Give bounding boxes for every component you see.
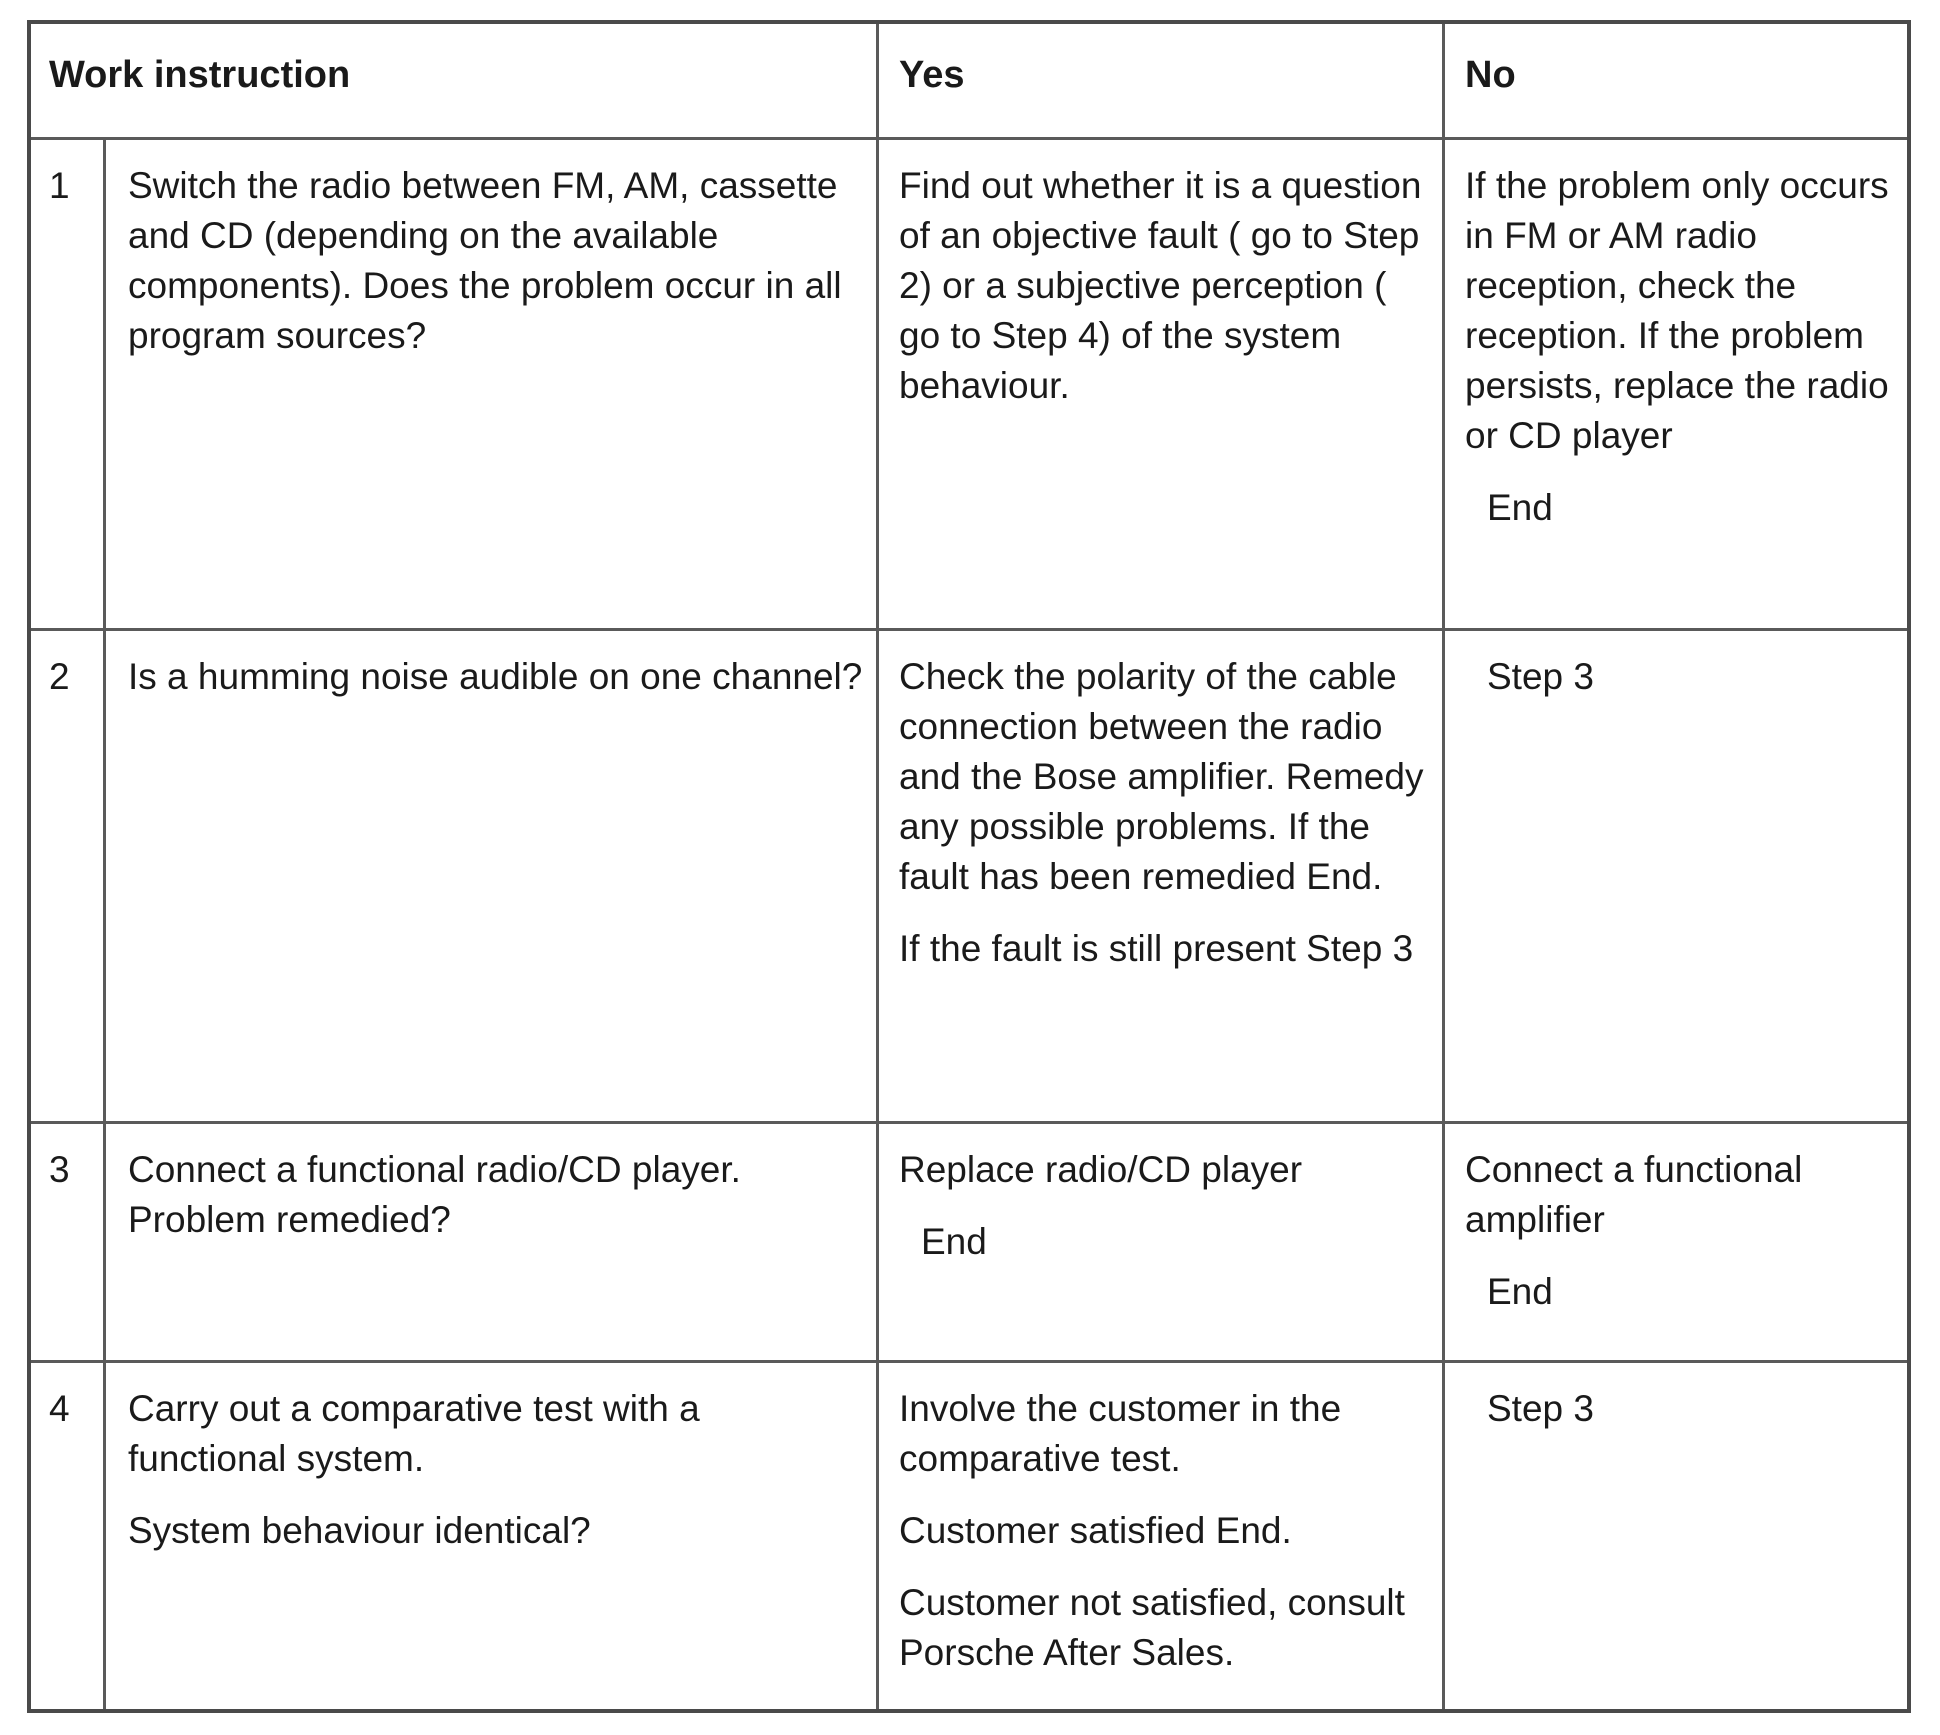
row-2-number: 2 xyxy=(49,656,70,697)
row-2-instruction xyxy=(128,652,866,702)
row-1-instruction xyxy=(128,161,866,361)
row-2-yes xyxy=(899,652,1434,974)
row-4-yes-not-satisfied: Customer not satisfied, consult Porsche After Sales. xyxy=(899,1582,1405,1673)
row-divider-header xyxy=(31,137,1907,140)
row-4-instruction-question: System behaviour identical? xyxy=(128,1510,591,1551)
row-4-yes xyxy=(899,1384,1434,1678)
row-divider-2 xyxy=(31,1121,1907,1124)
row-3-yes-text: Replace radio/CD player xyxy=(899,1149,1303,1190)
row-1-number: 1 xyxy=(49,165,70,206)
row-3-yes-end: End xyxy=(921,1221,987,1262)
diagnostic-table xyxy=(27,20,1911,1713)
row-3-number: 3 xyxy=(49,1149,70,1190)
row-divider-3 xyxy=(31,1360,1907,1363)
row-3-yes xyxy=(899,1145,1434,1267)
row-4-yes-involve: Involve the customer in the comparative test. xyxy=(899,1388,1342,1479)
row-4-yes-satisfied: Customer satisfied End. xyxy=(899,1510,1292,1551)
column-divider-yes xyxy=(876,24,879,1709)
column-divider-number xyxy=(103,137,106,1709)
row-1-yes xyxy=(899,161,1434,411)
row-4-instruction xyxy=(128,1384,866,1556)
row-4-instruction-text: Carry out a comparative test with a functional system. xyxy=(128,1388,700,1479)
row-4-number: 4 xyxy=(49,1388,70,1429)
row-3-instruction-text: Connect a functional radio/CD player. Problem remedied? xyxy=(128,1149,741,1240)
row-1-no-text: If the problem only occurs in FM or AM radio reception, check the reception. If the problem persists, replace the radio or CD player xyxy=(1465,165,1889,456)
row-divider-1 xyxy=(31,628,1907,631)
row-2-yes-fault-present: If the fault is still present Step 3 xyxy=(899,928,1414,969)
header-no: No xyxy=(1465,54,1516,96)
row-2-no-text: Step 3 xyxy=(1487,656,1594,697)
row-2-instruction-text: Is a humming noise audible on one channel? xyxy=(128,656,863,697)
row-2-yes-text: Check the polarity of the cable connection between the radio and the Bose amplifier. Remedy any possible problems. If the fault has been remedied End. xyxy=(899,656,1424,897)
row-1-no-end: End xyxy=(1487,487,1553,528)
row-4-no-text: Step 3 xyxy=(1487,1388,1594,1429)
row-3-no xyxy=(1465,1145,1905,1317)
row-1-yes-text: Find out whether it is a question of an objective fault ( go to Step 2) or a subjective perception ( go to Step 4) of the system behaviour. xyxy=(899,165,1422,406)
row-2-no xyxy=(1465,652,1905,702)
column-divider-no xyxy=(1442,24,1445,1709)
row-1-instruction-text: Switch the radio between FM, AM, cassette and CD (depending on the available components). Does the problem occur in all program sources? xyxy=(128,165,842,356)
header-work-instruction: Work instruction xyxy=(49,54,351,96)
row-3-instruction xyxy=(128,1145,866,1245)
row-4-no xyxy=(1465,1384,1905,1434)
row-3-no-end: End xyxy=(1487,1271,1553,1312)
row-3-no-text: Connect a functional amplifier xyxy=(1465,1149,1803,1240)
row-1-no xyxy=(1465,161,1905,533)
header-yes: Yes xyxy=(899,54,965,96)
